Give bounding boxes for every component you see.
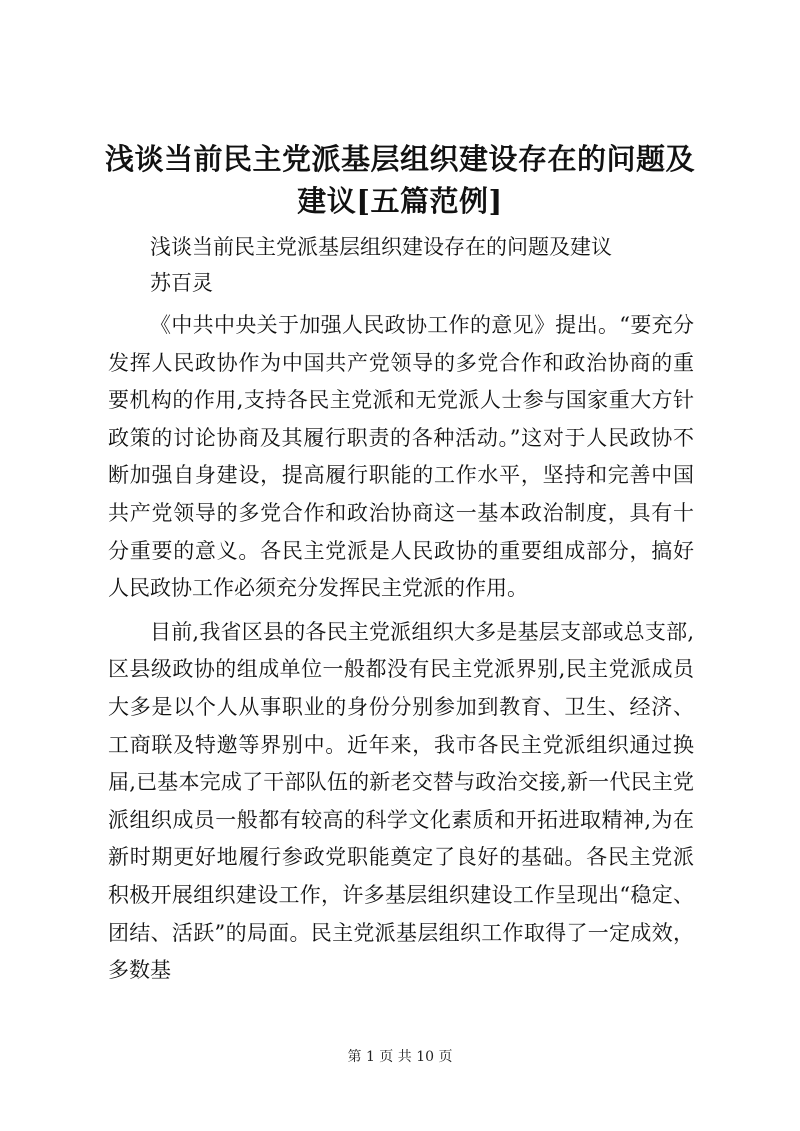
- article-body: [108, 307, 694, 990]
- article-author: 苏百灵: [150, 271, 213, 295]
- paragraph-2: 目前,我省区县的各民主党派组织大多是基层支部或总支部,区县级政协的组成单位一般都没有民主党派界别,民主党派成员大多是以个人从事职业的身份分别参加到教育、卫生、经济、工商联及特邀等界别中。近年来，我市各民主党派组织通过换届,已基本完成了干部队伍的新老交替与政治交接,新一代民主党派组织成员一般都有较高的科学文化素质和开拓进取精神,为在新时期更好地履行参政党职能奠定了良好的基础。各民主党派积极开展组织建设工作，许多基层组织建设工作呈现出“稳定、团结、活跃”的局面。民主党派基层组织工作取得了一定成效，多数基: [108, 619, 694, 983]
- page-footer: 第 1 页 共 10 页: [347, 1049, 453, 1065]
- paragraph-1: 《中共中央关于加强人民政协工作的意见》提出。“要充分发挥人民政协作为中国共产党领导的多党合作和政治协商的重要机构的作用,支持各民主党派和无党派人士参与国家重大方针政策的讨论协商及其履行职责的各种活动。”这对于人民政协不断加强自身建设，提高履行职能的工作水平，坚持和完善中国共产党领导的多党合作和政治协商这一基本政治制度，具有十分重要的意义。各民主党派是人民政协的重要组成部分，搞好人民政协工作必须充分发挥民主党派的作用。: [108, 313, 694, 601]
- article-subtitle: 浅谈当前民主党派基层组织建设存在的问题及建议: [150, 235, 612, 259]
- document-title: 浅谈当前民主党派基层组织建设存在的问题及建议[五篇范例]: [104, 142, 695, 218]
